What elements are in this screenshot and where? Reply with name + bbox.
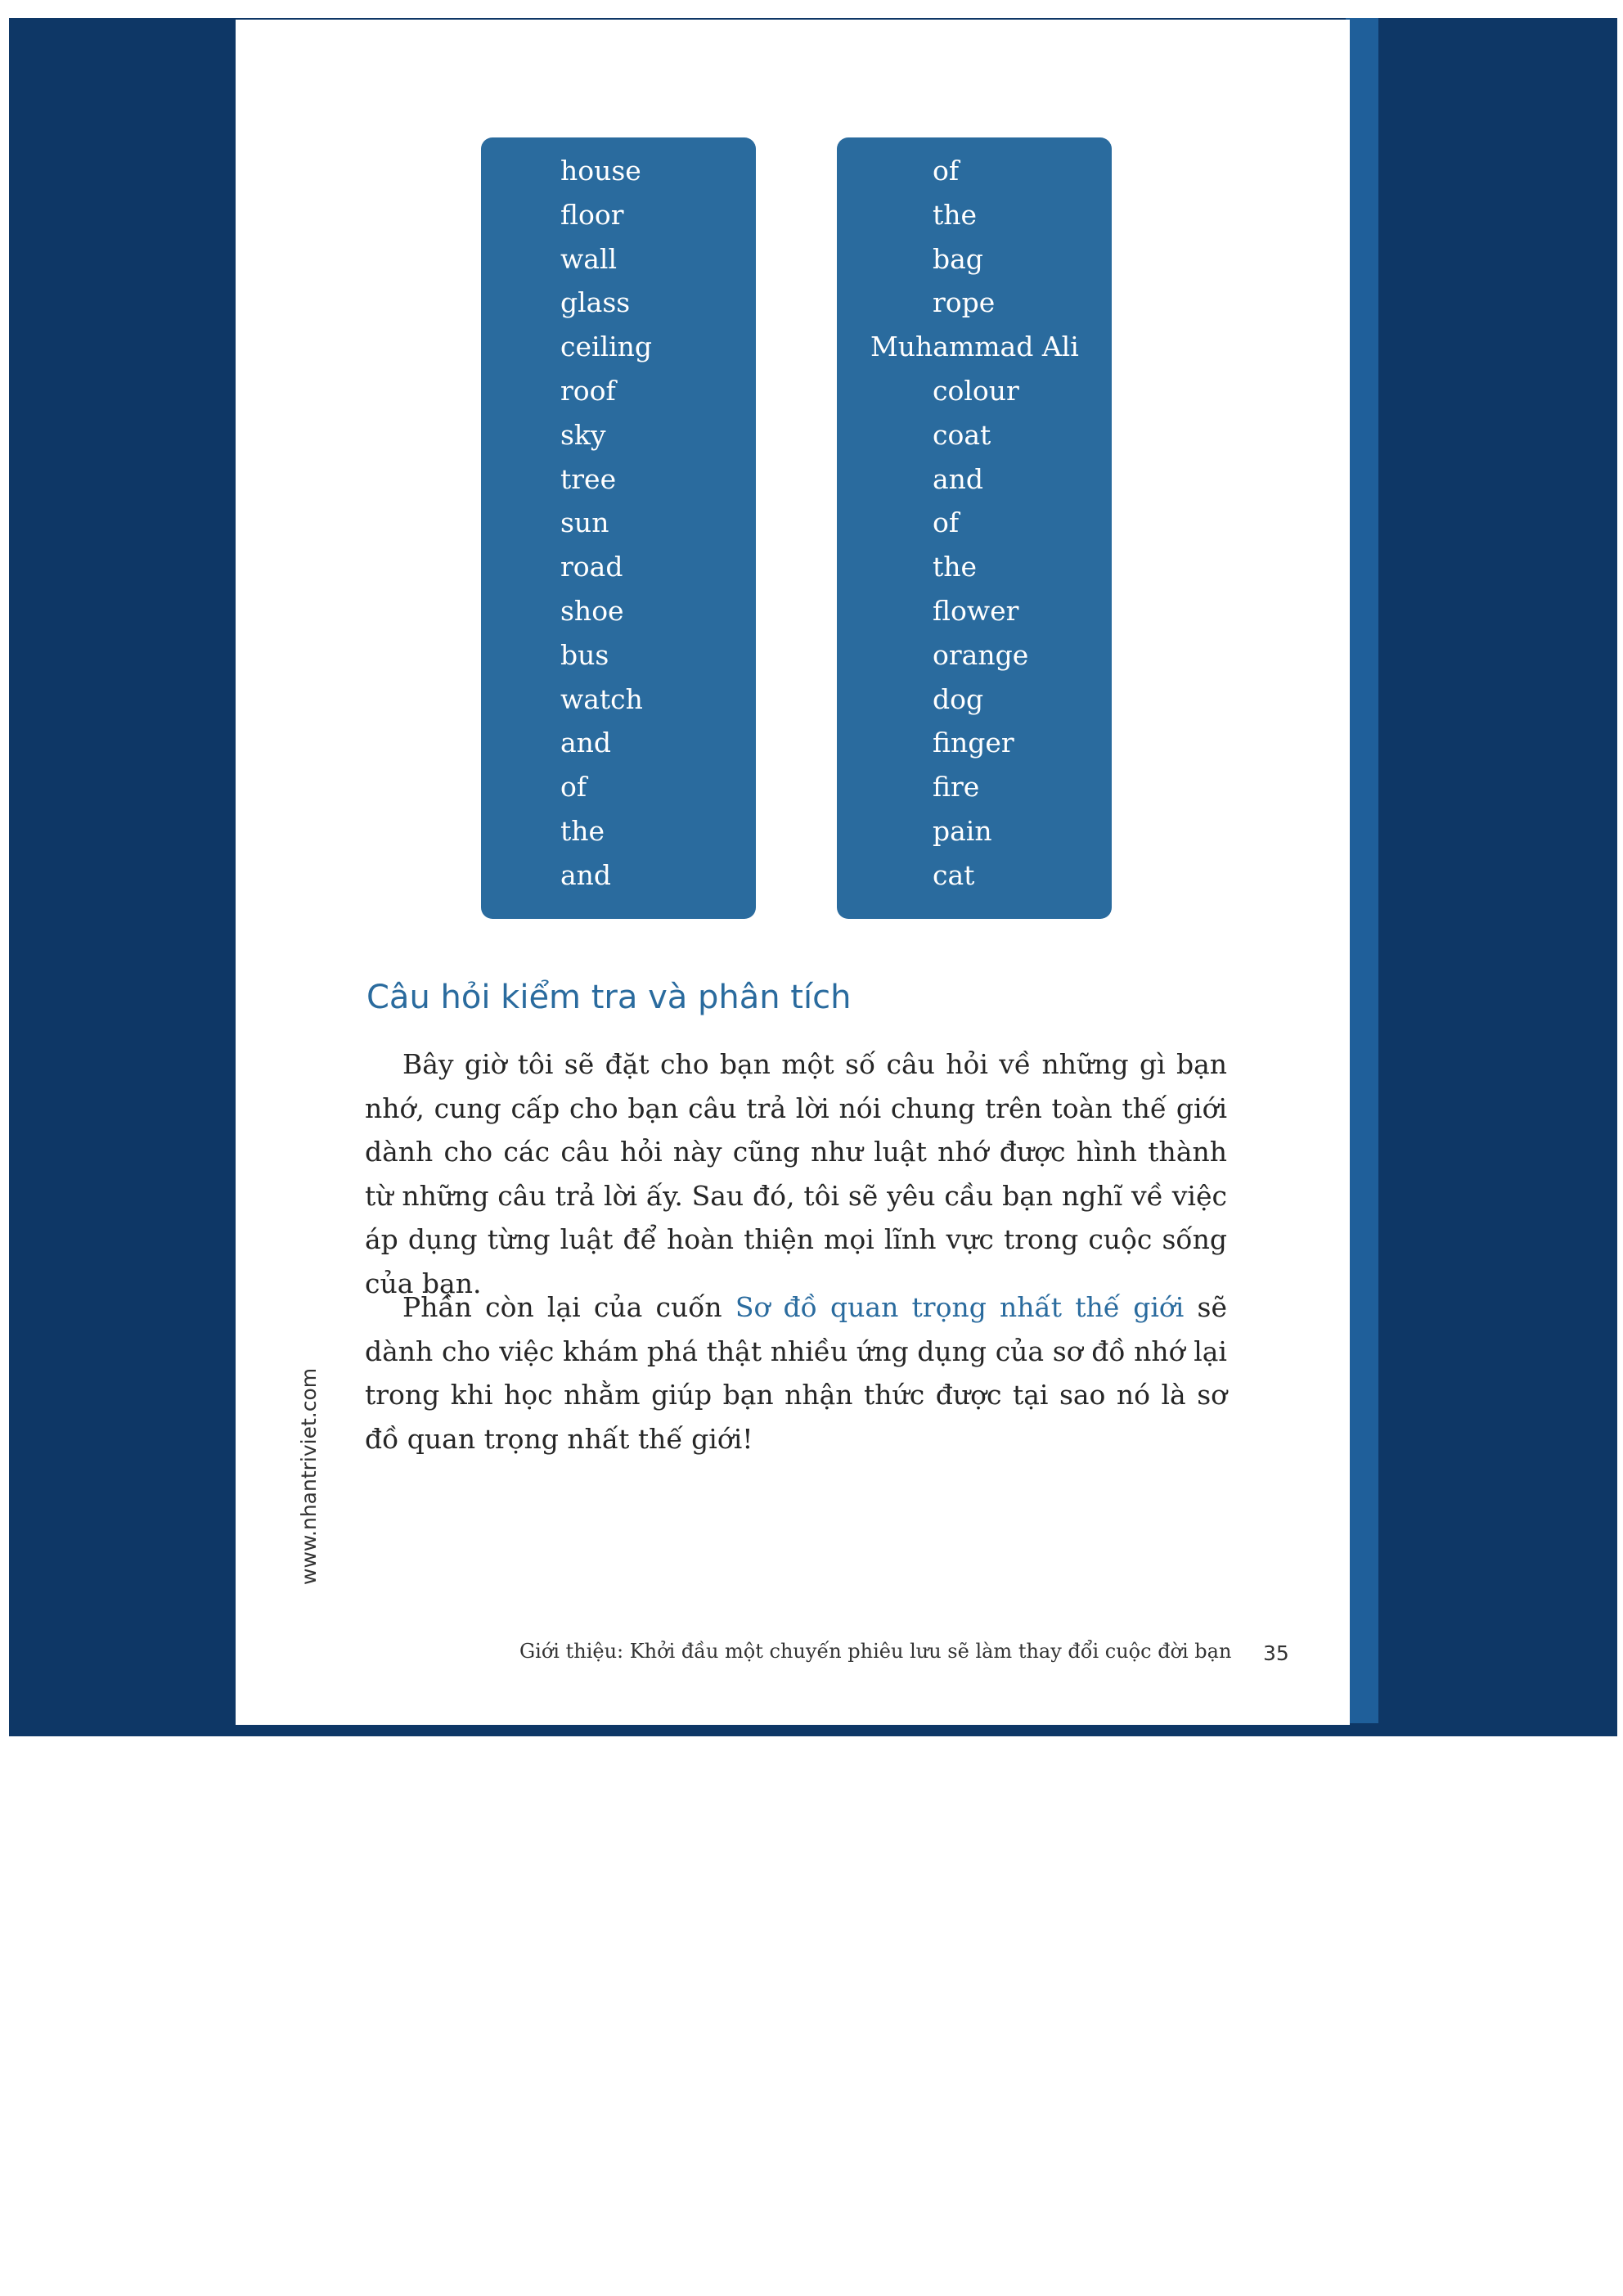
- word-item: coat: [933, 418, 991, 451]
- running-footer: Giới thiệu: Khởi đầu một chuyến phiêu lưu sẽ làm thay đổi cuộc đời bạn: [519, 1640, 1232, 1663]
- paragraph-2-text-end: sẽ dành cho việc khám phá thật nhiều ứng dụng của sơ đồ nhớ lại trong khi học nhằm giúp bạn nhận thức được tại sao nó là sơ đồ quan trọng nhất thế giới!: [365, 1291, 1227, 1455]
- word-item: glass: [560, 286, 631, 319]
- word-item: ceiling: [560, 331, 653, 363]
- word-item: rope: [933, 286, 996, 319]
- word-item: of: [933, 155, 960, 187]
- word-item: wall: [560, 242, 618, 275]
- word-list-right: [870, 149, 1079, 898]
- word-item: finger: [933, 727, 1014, 759]
- word-item: sun: [560, 506, 609, 539]
- word-item: floor: [560, 198, 624, 231]
- word-item: fire: [933, 771, 980, 804]
- word-item: sky: [560, 418, 606, 451]
- word-item: bus: [560, 638, 609, 671]
- word-item: bag: [933, 242, 983, 275]
- word-item: Muhammad Ali: [870, 331, 1079, 363]
- paragraph-2-text-start: Phần còn lại của cuốn: [402, 1291, 735, 1323]
- word-item: watch: [560, 682, 643, 715]
- book-title-highlight: Sơ đồ quan trọng nhất thế giới: [735, 1291, 1185, 1323]
- word-item: pain: [933, 814, 992, 847]
- side-url-vertical: www.nhantriviet.com: [297, 1367, 321, 1585]
- word-item: colour: [933, 374, 1019, 407]
- word-item: the: [933, 198, 978, 231]
- word-item: and: [933, 462, 984, 495]
- word-item: cat: [933, 858, 975, 891]
- word-list-left: [560, 149, 652, 898]
- word-item: of: [560, 771, 587, 804]
- page-number: 35: [1263, 1641, 1289, 1665]
- word-item: the: [933, 551, 978, 583]
- body-paragraph-2: [365, 1285, 1227, 1461]
- section-heading: Câu hỏi kiểm tra và phân tích: [366, 979, 852, 1016]
- page-edge-stripe: [1346, 18, 1378, 1723]
- word-item: flower: [933, 594, 1019, 627]
- word-item: orange: [933, 638, 1029, 671]
- word-item: house: [560, 155, 641, 187]
- word-item: the: [560, 814, 605, 847]
- word-item: shoe: [560, 594, 624, 627]
- word-item: road: [560, 551, 623, 583]
- body-paragraph-1: Bây giờ tôi sẽ đặt cho bạn một số câu hỏi về những gì bạn nhớ, cung cấp cho bạn câu trả lời nói chung trên toàn thế giới dành cho các câu hỏi này cũng như luật nhớ được hình thành từ những câu trả lời ấy. Sau đó, tôi sẽ yêu cầu bạn nghĩ về việc áp dụng từng luật để hoàn thiện mọi lĩnh vực trong cuộc sống của bạn.: [365, 1048, 1227, 1299]
- word-item: tree: [560, 462, 617, 495]
- book-page: [236, 20, 1350, 1725]
- word-item: of: [933, 506, 960, 539]
- word-item: and: [560, 727, 612, 759]
- word-item: roof: [560, 374, 616, 407]
- word-item: dog: [933, 682, 984, 715]
- word-item: and: [560, 858, 612, 891]
